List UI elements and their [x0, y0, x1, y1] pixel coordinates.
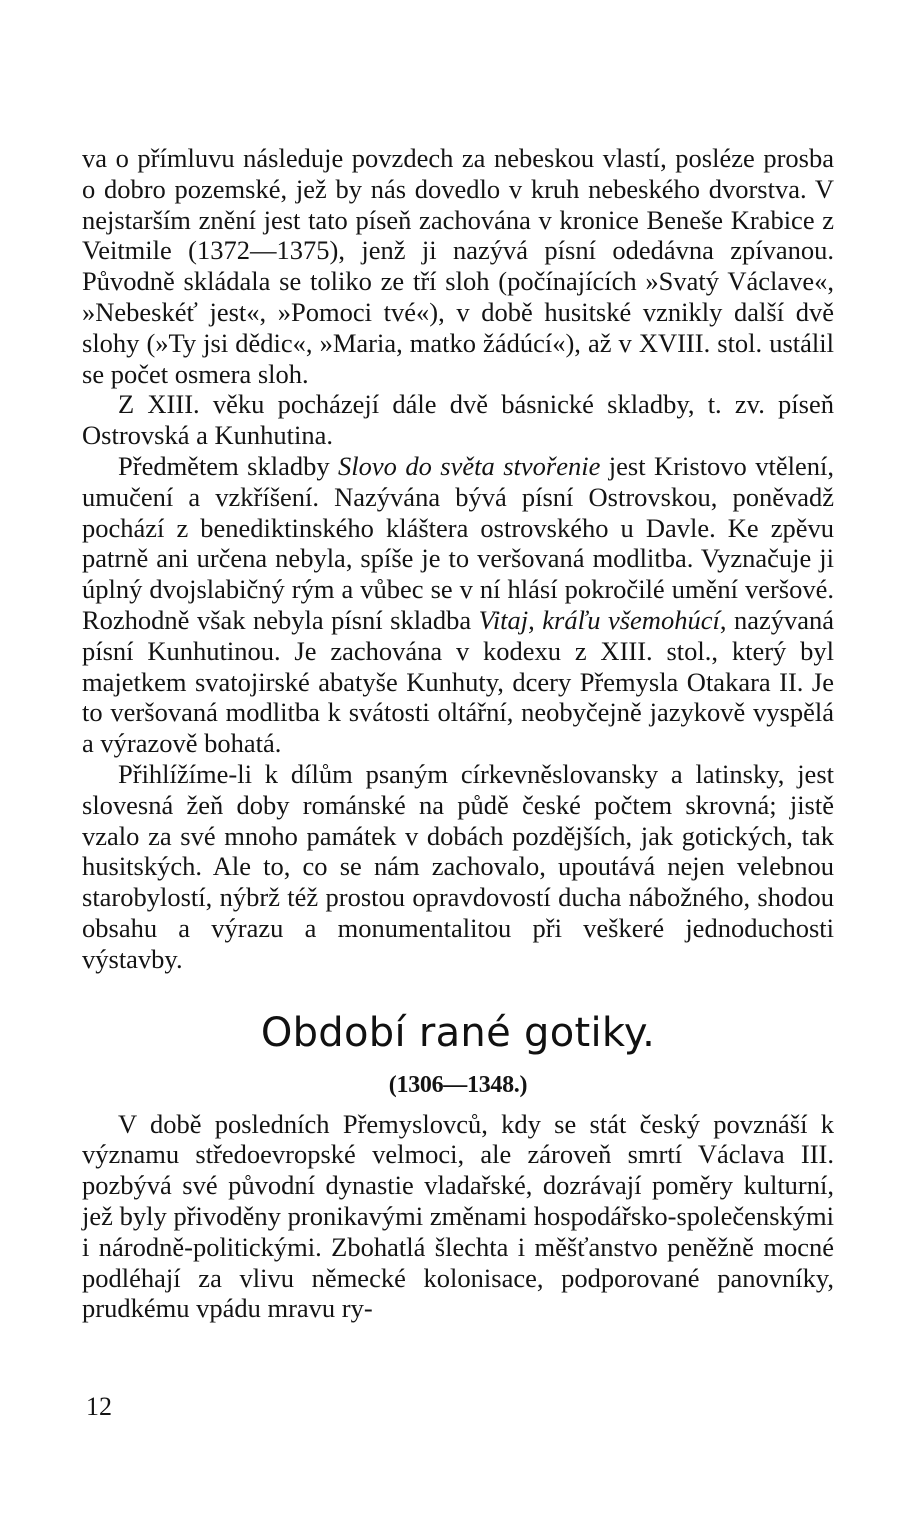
text-segment: jest Kristovo vtělení, umučení a vzkříšení. Nazývána bývá písní Ostrovskou, poněvadž pochází z benediktinského kláštera ostrovského u Davle. Ke zpěvu patrně ani určena nebyla, spíše je to veršovaná modlitba. Vyznačuje ji úplný dvojslabičný rým a vůbec se v ní hlásí pokročilé umění veršové. Rozhodně však nebyla písní skladba: [82, 450, 834, 635]
paragraph-two-poems: Z XIII. věku pocházejí dále dvě básnické skladby, t. zv. píseň Ostrovská a Kunhutina.: [82, 389, 834, 451]
paragraph-ostrovska: [82, 451, 834, 759]
section-years: (1306—1348.): [388, 1071, 528, 1098]
poem-title-vitaj: Vitaj, kráľu všemohúcí: [478, 604, 720, 635]
page-number: 12: [86, 1392, 112, 1421]
paragraph-early-gothic: V době posledních Přemyslovců, kdy se stát český povznáší k významu středoevropské velmoci, ale zároveň smrtí Václava III. pozbývá své původní dynastie vladařské, dozrávají poměry kulturní, jež byly přivoděny pronikavými změnami hospodářsko-společenskými i národně-politickými. Zbohatlá šlechta i měšťanstvo peněžně mocné podléhají za vlivu německé kolonisace, podporované panovníky, prudkému vpádu mravu ry-: [82, 1108, 834, 1324]
text-segment: Předmětem skladby: [118, 450, 339, 481]
text-segment: , nazývaná písní Kunhutinou. Je zachována v kodexu z XIII. stol., který byl majetkem svatojirské abatyše Kunhuty, dcery Přemysla Otakara II. Je to veršovaná modlitba k svátosti oltářní, neobyčejně jazykově vyspělá a výrazově bohatá.: [82, 604, 834, 759]
page-body: [82, 143, 834, 1324]
paragraph-continued: va o přímluvu následuje povzdech za nebeskou vlastí, posléze prosba o dobro pozemské, jež by nás dovedlo v kruh nebeského dvorstva. V nejstarším znění jest tato píseň zachována v kronice Beneše Krabice z Veitmile (1372—1375), jenž ji nazývá písní odedávna zpívanou. Původně skládala se toliko ze tří sloh (počínajících »Svatý Václave«, »Nebeskéť jest«, »Pomoci tvé«), v době husitské vznikly další dvě slohy (»Ty jsi dědic«, »Maria, matko žádúcí«), až v XVIII. stol. ustálil se počet osmera sloh.: [82, 143, 834, 389]
paragraph-romanesque: Přihlížíme-li k dílům psaným církevněslovansky a latinsky, jest slovesná žeň doby románské na půdě české počtem skrovná; jistě vzalo za své mnoho památek v dobách pozdějších, jak gotických, tak husitských. Ale to, co se nám zachovalo, upoutává nejen velebnou starobylostí, nýbrž též prostou opravdovostí ducha nábožného, shodou obsahu a výrazu a monumentalitou při veškeré jednoduchosti výstavby.: [82, 758, 834, 974]
poem-title-slovo: Slovo do světa stvořenie: [338, 450, 601, 481]
section-heading: Období rané gotiky.: [260, 1009, 656, 1056]
